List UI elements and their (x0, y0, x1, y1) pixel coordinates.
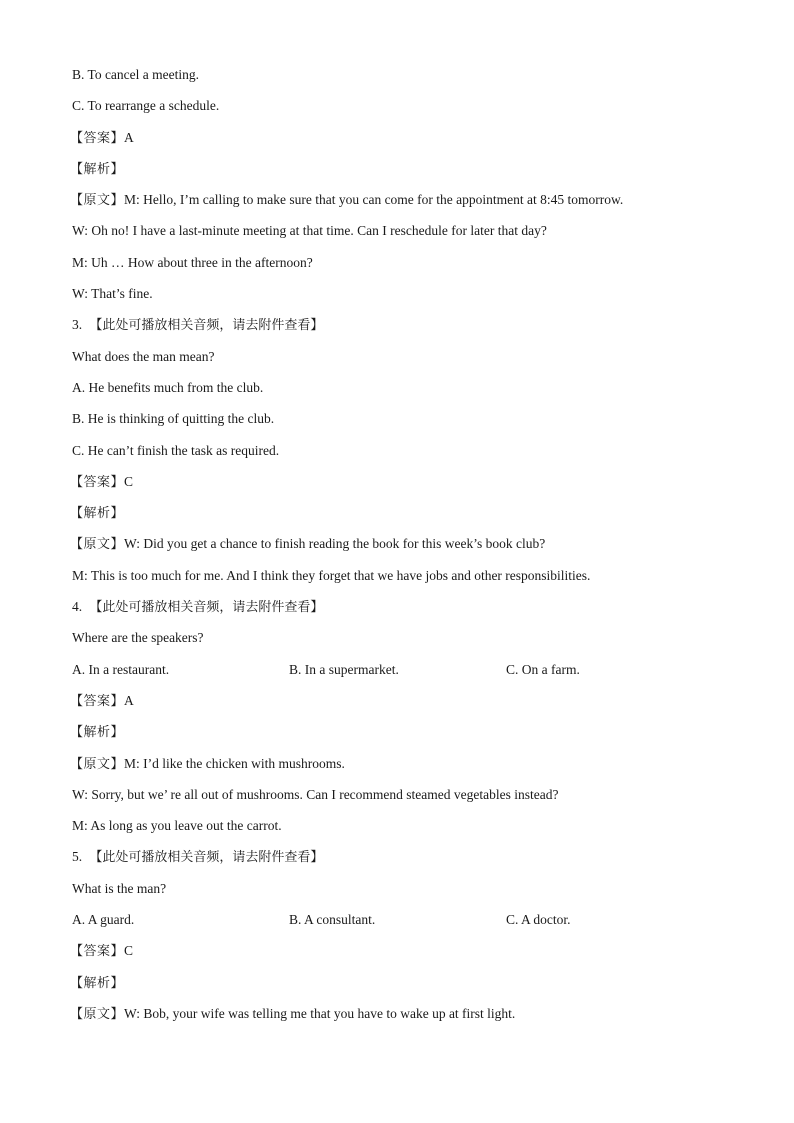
text-line: B. He is thinking of quitting the club. (72, 411, 275, 427)
text-line: C. He can’t finish the task as required. (72, 442, 280, 458)
options-row (72, 911, 734, 942)
text-line: W: That’s fine. (72, 286, 153, 302)
section-tag: 【解析】 (70, 506, 125, 522)
section-tag: 【原文】 (70, 1006, 125, 1022)
text-line: Where are the speakers? (72, 630, 204, 646)
labeled-line (72, 1005, 734, 1036)
text-line: W: Sorry, but we’ re all out of mushrooms. Can I recommend steamed vegetables instead? (72, 786, 559, 802)
labeled-line (72, 191, 734, 222)
labeled-line (72, 692, 734, 723)
text-line: C. To rearrange a schedule. (72, 98, 220, 114)
option-item: A. In a restaurant. (72, 661, 170, 677)
section-tag: 【解析】 (70, 725, 125, 741)
option-item: B. In a supermarket. (289, 661, 399, 677)
text-line: M: This is too much for me. And I think they forget that we have jobs and other responsibilities. (72, 567, 591, 583)
text-line: W: Oh no! I have a last-minute meeting at that time. Can I reschedule for later that day? (72, 223, 547, 239)
question-header (72, 316, 734, 347)
audio-note: 【此处可播放相关音频，请去附件查看】 (89, 600, 324, 616)
section-tag: 【答案】 (70, 944, 125, 960)
text-line: M: Uh … How about three in the afternoon? (72, 254, 313, 270)
options-row (72, 661, 734, 692)
labeled-line (72, 755, 734, 786)
option-item: C. On a farm. (506, 661, 580, 677)
section-tag: 【答案】 (70, 474, 125, 490)
labeled-line (72, 535, 734, 566)
section-tag: 【原文】 (70, 193, 125, 209)
text-line: M: As long as you leave out the carrot. (72, 818, 282, 834)
section-tag: 【原文】 (70, 537, 125, 553)
labeled-line (72, 723, 734, 754)
section-tag: 【解析】 (70, 161, 125, 177)
labeled-line (72, 942, 734, 973)
labeled-text: A (124, 692, 134, 708)
labeled-line (72, 129, 734, 160)
text-line: What is the man? (72, 880, 167, 896)
section-tag: 【解析】 (70, 975, 125, 991)
question-number: 3. (72, 317, 83, 333)
question-number: 5. (72, 849, 83, 865)
option-item: A. A guard. (72, 912, 135, 928)
question-number: 4. (72, 599, 83, 615)
labeled-text: M: Hello, I’m calling to make sure that you can come for the appointment at 8:45 tomorrow. (124, 192, 624, 208)
section-tag: 【答案】 (70, 693, 125, 709)
labeled-text: W: Bob, your wife was telling me that you have to wake up at first light. (124, 1005, 516, 1021)
labeled-line (72, 974, 734, 1005)
audio-note: 【此处可播放相关音频，请去附件查看】 (89, 850, 324, 866)
text-line: A. He benefits much from the club. (72, 379, 264, 395)
section-tag: 【原文】 (70, 756, 125, 772)
text-line: B. To cancel a meeting. (72, 67, 200, 82)
labeled-line (72, 160, 734, 191)
labeled-text: M: I’d like the chicken with mushrooms. (124, 755, 345, 771)
question-header (72, 598, 734, 629)
labeled-text: W: Did you get a chance to finish reading the book for this week’s book club? (124, 536, 546, 552)
section-tag: 【答案】 (70, 130, 125, 146)
audio-note: 【此处可播放相关音频，请去附件查看】 (89, 318, 324, 334)
option-item: B. A consultant. (289, 912, 376, 928)
labeled-line (72, 473, 734, 504)
text-line: What does the man mean? (72, 348, 215, 364)
labeled-text: C (124, 473, 134, 489)
question-header (72, 848, 734, 879)
labeled-line (72, 504, 734, 535)
labeled-text: C (124, 943, 134, 959)
labeled-text: A (124, 129, 134, 145)
option-item: C. A doctor. (506, 912, 571, 928)
